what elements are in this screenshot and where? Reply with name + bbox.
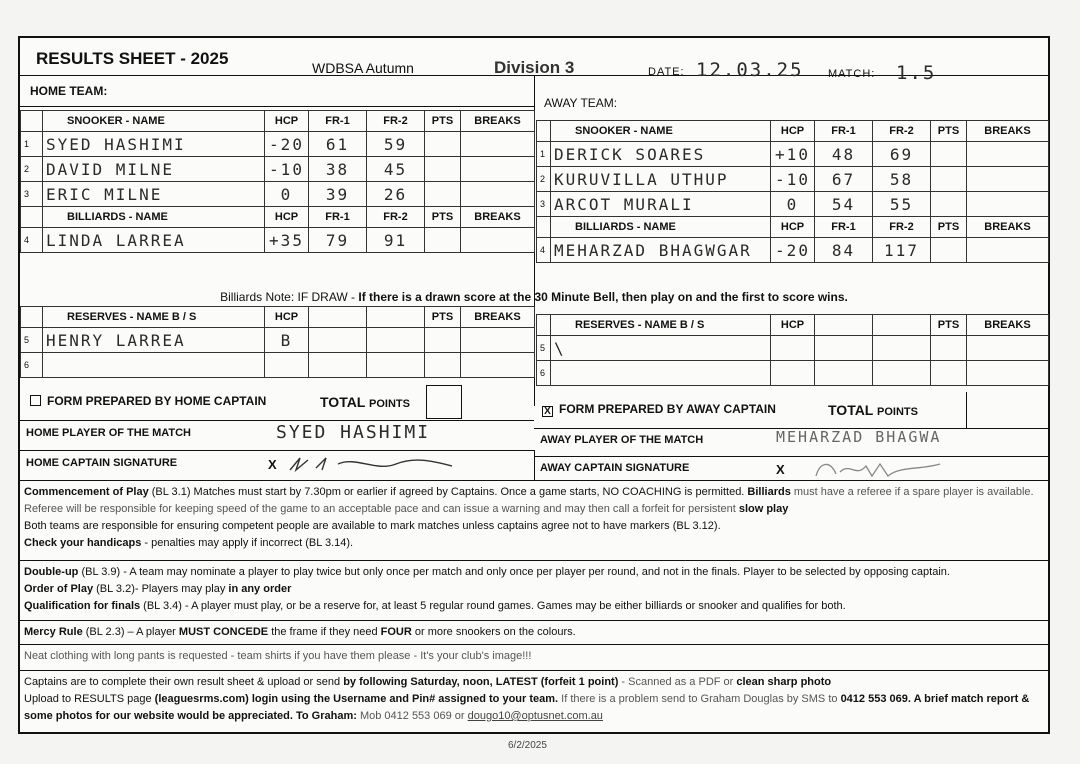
home-snooker-cell-fr2[interactable]: 26 [367,182,425,207]
away-player-of-match-label: AWAY PLAYER OF THE MATCH [540,434,704,446]
home-reserves-cell-name[interactable]: HENRY LARREA [43,328,265,353]
away-snooker-cell-hcp[interactable]: +10 [771,142,815,167]
division-label: Division 3 [494,58,575,77]
rules-commencement [20,480,1048,560]
away-snooker-cell-name[interactable]: DERICK SOARES [551,142,771,167]
mercy-text3: or more snookers on the colours. [411,626,576,638]
away-points-label: POINTS [877,406,918,418]
home-reserves-header-row [21,307,535,328]
home-billiards-cell-pts[interactable] [425,228,461,253]
home-billiards-cell-breaks[interactable] [461,228,535,253]
home-billiards-col-header-3: FR-2 [367,207,425,228]
home-team-label: HOME TEAM: [30,84,108,98]
away-snooker-cell-fr1[interactable]: 54 [815,192,873,217]
home-total-box[interactable] [426,385,462,419]
rules-clothing [20,644,1048,670]
order-text: (BL 3.2)- Players may play [93,583,229,595]
home-reserves-cell-n: 6 [21,353,43,378]
home-reserves-cell-name[interactable] [43,353,265,378]
home-sig-x: X [268,457,277,472]
divider [534,456,1048,457]
away-billiards-col-header-0: BILLIARDS - NAME [551,217,771,238]
home-reserves-cell-hcp[interactable]: B [265,328,309,353]
away-reserves-cell-breaks[interactable] [967,361,1049,386]
home-player-of-match[interactable]: SYED HASHIMI [276,422,431,443]
mercy-bold2: FOUR [380,626,412,638]
away-snooker-col-header-5: BREAKS [967,121,1049,142]
table-row [537,238,1049,263]
upload-bold: (leaguesrms.com) login using the Username and Pin# assigned to your team. [154,693,559,705]
home-form-label: FORM PREPARED BY HOME CAPTAIN [47,394,267,408]
commencement-text: Matches must start by 7.30pm or earlier if agreed by Captains. Once a game starts, NO COACHING is permitted. [193,486,748,498]
page-title: RESULTS SHEET - 2025 [36,49,229,68]
home-snooker-cell-name[interactable]: SYED HASHIMI [43,132,265,157]
home-reserves-table [20,306,535,378]
home-snooker-cell-hcp[interactable]: -20 [265,132,309,157]
table-row [537,142,1049,167]
away-reserves-cell-n: 6 [537,361,551,386]
home-snooker-col-header-0: SNOOKER - NAME [43,111,265,132]
divider [20,106,534,107]
home-reserves-col-header-5: BREAKS [461,307,535,328]
order-bold: in any order [228,583,292,595]
away-reserves-header-row [537,315,1049,336]
away-total-label: TOTAL [828,402,874,418]
away-snooker-cell-name[interactable]: KURUVILLA UTHUP [551,167,771,192]
home-snooker-col-header-2: FR-1 [309,111,367,132]
away-reserves-table [536,314,1049,386]
home-reserves-cell-fr1[interactable] [309,328,367,353]
home-reserves-cell-pts[interactable] [425,328,461,353]
qual-text: (BL 3.4) - A player must play, or be a reserve for, at least 5 regular round games. Games may be either billiards or snooker and qualifies for both. [140,600,846,612]
away-reserves-cell-hcp[interactable] [771,361,815,386]
clothing-text: Neat clothing with long pants is requested - team shirts if you have them please - It's your club's image!!! [24,650,532,662]
match-value[interactable]: 1.5 [896,62,937,84]
table-row [21,182,535,207]
home-snooker-cell-pts[interactable] [425,182,461,207]
home-reserves-cell-pts[interactable] [425,353,461,378]
away-snooker-cell-n: 2 [537,167,551,192]
away-captain-sig-label: AWAY CAPTAIN SIGNATURE [540,462,690,474]
table-row [21,353,535,378]
away-snooker-cell-hcp[interactable]: -10 [771,167,815,192]
upload-phone: 0412 553 069 [840,693,908,705]
divider [20,420,534,421]
table-row [21,228,535,253]
home-billiards-col-header-0: BILLIARDS - NAME [43,207,265,228]
away-snooker-cell-fr1[interactable]: 67 [815,167,873,192]
home-snooker-cell-hcp[interactable]: -10 [265,157,309,182]
doubleup-title: Double-up [24,566,79,578]
captains-bold: by following Saturday, noon, LATEST (forfeit 1 point) [343,676,619,688]
teams-line: Both teams are responsible for ensuring competent people are available to mark matches unless captains agree not to have markers (BL 3.12). [24,520,721,532]
home-billiards-cell-hcp[interactable]: +35 [265,228,309,253]
home-billiards-header-row [21,207,535,228]
home-reserves-col-header-2 [309,307,367,328]
home-snooker-cell-n: 2 [21,157,43,182]
away-billiards-cell-n: 4 [537,238,551,263]
row-number-header [537,217,551,238]
row-number-header [537,315,551,336]
home-reserves-cell-breaks[interactable] [461,328,535,353]
mercy-bold1: MUST CONCEDE [178,626,269,638]
home-points-label: POINTS [369,398,410,410]
away-snooker-col-header-4: PTS [931,121,967,142]
away-billiards-cell-pts[interactable] [931,238,967,263]
away-reserves-col-header-0: RESERVES - NAME B / S [551,315,771,336]
home-snooker-cell-fr1[interactable]: 61 [309,132,367,157]
home-snooker-col-header-3: FR-2 [367,111,425,132]
away-reserves-col-header-3 [873,315,931,336]
commencement-ref: (BL 3.1) [148,486,194,498]
away-form-prepared[interactable] [542,402,776,417]
home-total [320,394,410,410]
home-snooker-cell-hcp[interactable]: 0 [265,182,309,207]
away-reserves-cell-fr1[interactable] [815,336,873,361]
results-sheet [18,36,1050,734]
divider [20,450,534,451]
date-label: DATE: [648,66,685,78]
home-total-label: TOTAL [320,394,366,410]
away-snooker-col-header-1: HCP [771,121,815,142]
handicaps-title: Check your handicaps [24,537,142,549]
sheet-header [20,38,1048,84]
away-snooker-cell-fr2[interactable]: 69 [873,142,931,167]
home-captain-signature[interactable] [286,452,456,476]
table-row [537,167,1049,192]
home-billiards-cell-n: 4 [21,228,43,253]
away-snooker-cell-breaks[interactable] [967,167,1049,192]
away-billiards-col-header-1: HCP [771,217,815,238]
away-snooker-cell-n: 3 [537,192,551,217]
away-reserves-cell-fr1[interactable] [815,361,873,386]
rules-captains [20,670,1048,732]
away-billiards-col-header-5: BREAKS [967,217,1049,238]
away-results-table [536,120,1049,263]
doubleup-text: (BL 3.9) - A team may nominate a player to play twice but only once per match and only once per player per round, and not in the finals. Player to be selected by opposing captain. [78,566,950,578]
away-form-label: FORM PREPARED BY AWAY CAPTAIN [559,402,776,416]
away-snooker-cell-pts[interactable] [931,142,967,167]
slow-play: slow play [738,503,789,515]
home-reserves-col-header-0: RESERVES - NAME B / S [43,307,265,328]
table-row [537,336,1049,361]
home-snooker-col-header-4: PTS [425,111,461,132]
away-reserves-col-header-5: BREAKS [967,315,1049,336]
away-billiards-cell-hcp[interactable]: -20 [771,238,815,263]
home-billiards-col-header-4: PTS [425,207,461,228]
table-row [21,132,535,157]
home-snooker-cell-fr2[interactable]: 45 [367,157,425,182]
row-number-header [537,121,551,142]
away-sig-x: X [776,462,785,477]
home-captain-sig-label: HOME CAPTAIN SIGNATURE [26,457,178,469]
row-number-header [21,307,43,328]
home-snooker-cell-fr2[interactable]: 59 [367,132,425,157]
row-number-header [21,111,43,132]
row-number-header [21,207,43,228]
home-snooker-cell-name[interactable]: ERIC MILNE [43,182,265,207]
home-reserves-cell-fr1[interactable] [309,353,367,378]
home-form-prepared[interactable] [30,394,266,408]
home-snooker-cell-fr1[interactable]: 39 [309,182,367,207]
away-total [828,402,918,418]
home-snooker-cell-pts[interactable] [425,132,461,157]
home-snooker-cell-n: 1 [21,132,43,157]
table-row [537,192,1049,217]
away-snooker-col-header-3: FR-2 [873,121,931,142]
home-results-table [20,110,535,253]
rules-mercy [20,620,1048,644]
captains-bold2: clean sharp photo [736,676,832,688]
away-reserves-cell-n: 5 [537,336,551,361]
home-snooker-col-header-1: HCP [265,111,309,132]
order-title: Order of Play [24,583,94,595]
home-snooker-cell-breaks[interactable] [461,182,535,207]
billiards-note [20,290,1048,304]
away-snooker-cell-pts[interactable] [931,167,967,192]
mercy-title: Mercy Rule [24,626,83,638]
away-total-box[interactable] [966,392,1048,428]
billiards-word: Billiards [747,486,791,498]
away-reserves-col-header-4: PTS [931,315,967,336]
away-reserves-col-header-1: HCP [771,315,815,336]
away-billiards-cell-breaks[interactable] [967,238,1049,263]
away-reserves-cell-breaks[interactable] [967,336,1049,361]
upload-bold2: . A brief match report & some photos for our website would be appreciated. To Graham: [24,693,1030,722]
mercy-text1: (BL 2.3) – A player [82,626,179,638]
away-billiards-col-header-4: PTS [931,217,967,238]
home-reserves-col-header-4: PTS [425,307,461,328]
home-snooker-cell-breaks[interactable] [461,132,535,157]
away-snooker-cell-fr2[interactable]: 58 [873,167,931,192]
away-snooker-cell-breaks[interactable] [967,192,1049,217]
away-snooker-cell-hcp[interactable]: 0 [771,192,815,217]
away-player-of-match[interactable]: MEHARZAD BHAGWA [776,428,942,446]
home-snooker-cell-pts[interactable] [425,157,461,182]
home-billiards-col-header-2: FR-1 [309,207,367,228]
away-billiards-cell-fr2[interactable]: 117 [873,238,931,263]
home-reserves-col-header-1: HCP [265,307,309,328]
match-label: MATCH: [828,68,876,80]
table-row [21,328,535,353]
upload-text2: If there is a problem send to Graham Douglas by SMS to [558,693,841,705]
home-billiards-cell-name[interactable]: LINDA LARREA [43,228,265,253]
away-reserves-cell-pts[interactable] [931,361,967,386]
commencement-title: Commencement of Play [24,486,149,498]
home-reserves-col-header-3 [367,307,425,328]
home-snooker-cell-fr1[interactable]: 38 [309,157,367,182]
captains-text: Captains are to complete their own result sheet & upload or send [24,676,344,688]
away-snooker-header-row [537,121,1049,142]
home-form-checkbox[interactable] [30,395,41,406]
home-reserves-cell-n: 5 [21,328,43,353]
home-player-of-match-label: HOME PLAYER OF THE MATCH [26,427,192,439]
away-reserves-cell-name[interactable]: \ [551,336,771,361]
away-billiards-cell-name[interactable]: MEHARZAD BHAGWGAR [551,238,771,263]
billiards-note-prefix: Billiards Note: IF DRAW - [220,290,359,304]
home-billiards-cell-fr1[interactable]: 79 [309,228,367,253]
away-reserves-col-header-2 [815,315,873,336]
upload-text3: Mob 0412 553 069 or [356,710,468,722]
away-reserves-cell-hcp[interactable] [771,336,815,361]
away-snooker-cell-pts[interactable] [931,192,967,217]
home-snooker-header-row [21,111,535,132]
away-team-label: AWAY TEAM: [544,96,618,110]
home-snooker-cell-name[interactable]: DAVID MILNE [43,157,265,182]
home-billiards-col-header-1: HCP [265,207,309,228]
away-reserves-cell-fr2[interactable] [873,361,931,386]
away-snooker-col-header-2: FR-1 [815,121,873,142]
date-value[interactable]: 12.03.25 [696,59,804,81]
away-billiards-header-row [537,217,1049,238]
handicaps-text: - penalties may apply if incorrect (BL 3.14). [141,537,354,549]
footer-date: 6/2/2025 [508,740,547,751]
home-reserves-cell-breaks[interactable] [461,353,535,378]
qual-title: Qualification for finals [24,600,141,612]
home-reserves-cell-hcp[interactable] [265,353,309,378]
away-snooker-cell-n: 1 [537,142,551,167]
home-billiards-cell-fr2[interactable]: 91 [367,228,425,253]
away-snooker-cell-fr1[interactable]: 48 [815,142,873,167]
center-divider-lower [534,450,535,480]
away-snooker-cell-breaks[interactable] [967,142,1049,167]
away-captain-signature[interactable] [810,456,950,482]
home-billiards-col-header-5: BREAKS [461,207,535,228]
email-link[interactable]: dougo10@optusnet.com.au [467,710,603,722]
away-snooker-cell-fr2[interactable]: 55 [873,192,931,217]
table-row [537,361,1049,386]
home-snooker-cell-breaks[interactable] [461,157,535,182]
away-reserves-cell-fr2[interactable] [873,336,931,361]
away-billiards-col-header-3: FR-2 [873,217,931,238]
away-billiards-col-header-2: FR-1 [815,217,873,238]
home-reserves-cell-fr2[interactable] [367,353,425,378]
away-snooker-col-header-0: SNOOKER - NAME [551,121,771,142]
upload-text: Upload to RESULTS page [24,693,155,705]
away-reserves-cell-name[interactable] [551,361,771,386]
captains-text2: - Scanned as a PDF or [618,676,737,688]
home-snooker-col-header-5: BREAKS [461,111,535,132]
away-snooker-cell-name[interactable]: ARCOT MURALI [551,192,771,217]
table-row [21,157,535,182]
billiards-note-text: If there is a drawn score at the 30 Minute Bell, then play on and the first to score wins. [358,290,848,304]
away-form-checkbox[interactable]: X [542,406,553,417]
commencement-text2: must have a referee if a spare player is available. Referee will be responsible for keeping speed of the game to an acceptable pace and can issue a warning and may then call a forfeit for persistent [24,486,1034,515]
home-reserves-cell-fr2[interactable] [367,328,425,353]
away-billiards-cell-fr1[interactable]: 84 [815,238,873,263]
home-snooker-cell-n: 3 [21,182,43,207]
rules-doubleup [20,560,1048,620]
mercy-text2: the frame if they need [268,626,381,638]
competition-name: WDBSA Autumn [312,60,414,76]
away-reserves-cell-pts[interactable] [931,336,967,361]
